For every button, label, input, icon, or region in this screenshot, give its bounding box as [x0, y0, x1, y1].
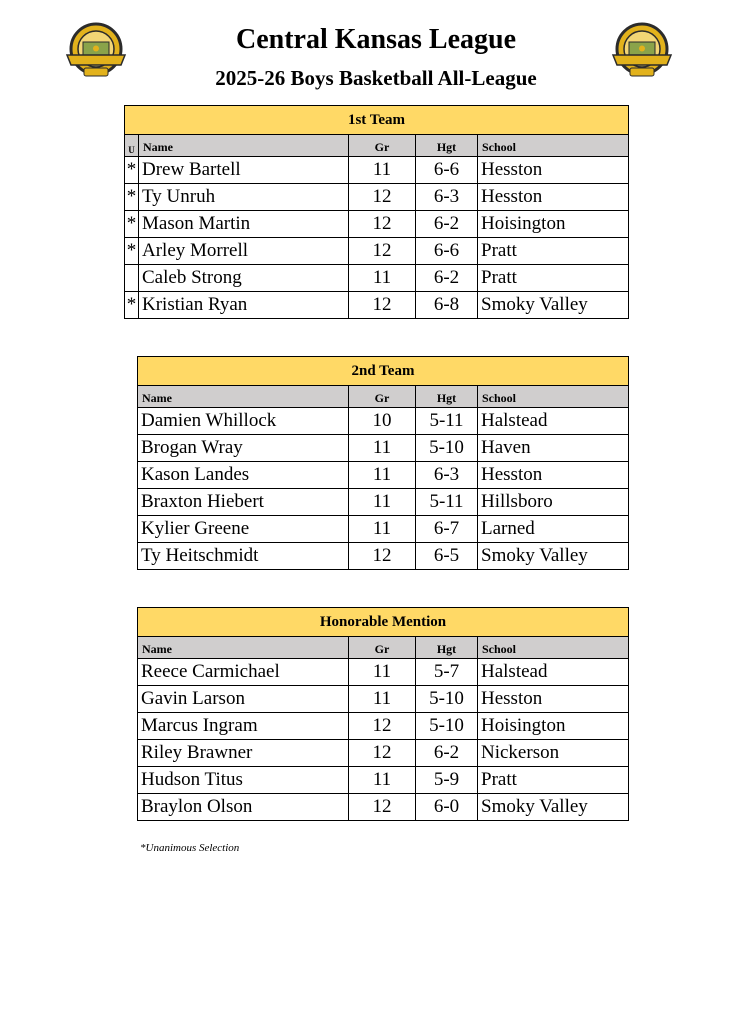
player-name: Reece Carmichael: [138, 659, 349, 686]
player-height: 6-8: [416, 292, 478, 319]
player-school: Nickerson: [478, 740, 629, 767]
player-name: Drew Bartell: [139, 157, 349, 184]
player-height: 6-6: [416, 157, 478, 184]
col-u-header: U: [125, 135, 139, 157]
col-hgt-header: Hgt: [416, 637, 478, 659]
table-row: [125, 292, 629, 319]
table-row: [138, 767, 629, 794]
table-row: [125, 184, 629, 211]
player-school: Pratt: [478, 767, 629, 794]
player-name: Gavin Larson: [138, 686, 349, 713]
player-school: Larned: [478, 516, 629, 543]
player-school: Hoisington: [478, 211, 629, 238]
col-gr-header: Gr: [349, 637, 416, 659]
first-team-table: [124, 105, 629, 319]
second-team-heading: 2nd Team: [138, 357, 629, 386]
player-school: Hillsboro: [478, 489, 629, 516]
player-name: Ty Unruh: [139, 184, 349, 211]
table-row: [138, 713, 629, 740]
player-name: Riley Brawner: [138, 740, 349, 767]
player-school: Hesston: [478, 184, 629, 211]
column-header-row: [138, 386, 629, 408]
player-school: Pratt: [478, 265, 629, 292]
page-title: Central Kansas League: [236, 24, 516, 55]
table-row: [138, 794, 629, 821]
player-school: Smoky Valley: [478, 794, 629, 821]
col-school-header: School: [478, 135, 629, 157]
player-height: 6-2: [416, 211, 478, 238]
player-school: Haven: [478, 435, 629, 462]
player-grade: 11: [349, 489, 416, 516]
table-row: [125, 157, 629, 184]
player-grade: 12: [349, 543, 416, 570]
honorable-mention-table: [137, 607, 629, 821]
player-school: Pratt: [478, 238, 629, 265]
player-name: Mason Martin: [139, 211, 349, 238]
player-school: Hesston: [478, 157, 629, 184]
player-school: Hesston: [478, 462, 629, 489]
page-subtitle: 2025-26 Boys Basketball All-League: [215, 66, 537, 90]
column-header-row: [138, 637, 629, 659]
player-height: 6-0: [416, 794, 478, 821]
table-row: [138, 659, 629, 686]
player-grade: 12: [349, 794, 416, 821]
table-row: [138, 489, 629, 516]
table-row: [125, 265, 629, 292]
col-gr-header: Gr: [349, 386, 416, 408]
player-grade: 11: [349, 686, 416, 713]
player-grade: 11: [349, 265, 416, 292]
player-height: 5-10: [416, 713, 478, 740]
col-school-header: School: [478, 386, 629, 408]
table-row: [138, 408, 629, 435]
player-grade: 12: [349, 184, 416, 211]
col-hgt-header: Hgt: [416, 386, 478, 408]
player-name: Kylier Greene: [138, 516, 349, 543]
player-name: Hudson Titus: [138, 767, 349, 794]
player-grade: 12: [349, 211, 416, 238]
table-row: [125, 211, 629, 238]
second-team-table: [137, 356, 629, 570]
unanimous-mark: *: [125, 238, 139, 265]
first-team-heading: 1st Team: [125, 106, 629, 135]
unanimous-mark: *: [125, 184, 139, 211]
table-row: [138, 516, 629, 543]
col-name-header: Name: [139, 135, 349, 157]
player-grade: 12: [349, 238, 416, 265]
table-row: [138, 543, 629, 570]
player-name: Kason Landes: [138, 462, 349, 489]
player-grade: 12: [349, 713, 416, 740]
honorable-mention-heading: Honorable Mention: [138, 608, 629, 637]
player-grade: 12: [349, 740, 416, 767]
player-grade: 11: [349, 157, 416, 184]
unanimous-mark: *: [125, 292, 139, 319]
col-hgt-header: Hgt: [416, 135, 478, 157]
player-school: Smoky Valley: [478, 543, 629, 570]
player-height: 6-7: [416, 516, 478, 543]
table-row: [125, 238, 629, 265]
player-height: 5-11: [416, 489, 478, 516]
player-name: Brogan Wray: [138, 435, 349, 462]
table-row: [138, 686, 629, 713]
player-height: 5-7: [416, 659, 478, 686]
unanimous-mark: [125, 265, 139, 292]
col-name-header: Name: [138, 386, 349, 408]
player-grade: 11: [349, 767, 416, 794]
player-name: Arley Morrell: [139, 238, 349, 265]
player-grade: 10: [349, 408, 416, 435]
player-school: Smoky Valley: [478, 292, 629, 319]
player-height: 6-5: [416, 543, 478, 570]
player-height: 5-11: [416, 408, 478, 435]
player-name: Kristian Ryan: [139, 292, 349, 319]
player-name: Braylon Olson: [138, 794, 349, 821]
col-name-header: Name: [138, 637, 349, 659]
player-height: 5-10: [416, 686, 478, 713]
player-school: Halstead: [478, 408, 629, 435]
table-row: [138, 740, 629, 767]
col-gr-header: Gr: [349, 135, 416, 157]
column-header-row: [125, 135, 629, 157]
player-school: Hesston: [478, 686, 629, 713]
player-height: 5-9: [416, 767, 478, 794]
table-row: [138, 435, 629, 462]
player-school: Halstead: [478, 659, 629, 686]
player-grade: 11: [349, 435, 416, 462]
player-grade: 11: [349, 462, 416, 489]
unanimous-footnote: *Unanimous Selection: [140, 842, 240, 854]
player-height: 6-2: [416, 740, 478, 767]
player-name: Braxton Hiebert: [138, 489, 349, 516]
col-school-header: School: [478, 637, 629, 659]
player-height: 5-10: [416, 435, 478, 462]
player-grade: 11: [349, 516, 416, 543]
player-height: 6-2: [416, 265, 478, 292]
unanimous-mark: *: [125, 211, 139, 238]
player-height: 6-3: [416, 184, 478, 211]
player-grade: 12: [349, 292, 416, 319]
player-name: Damien Whillock: [138, 408, 349, 435]
player-school: Hoisington: [478, 713, 629, 740]
player-name: Ty Heitschmidt: [138, 543, 349, 570]
player-height: 6-3: [416, 462, 478, 489]
player-name: Marcus Ingram: [138, 713, 349, 740]
table-row: [138, 462, 629, 489]
unanimous-mark: *: [125, 157, 139, 184]
player-grade: 11: [349, 659, 416, 686]
player-name: Caleb Strong: [139, 265, 349, 292]
player-height: 6-6: [416, 238, 478, 265]
